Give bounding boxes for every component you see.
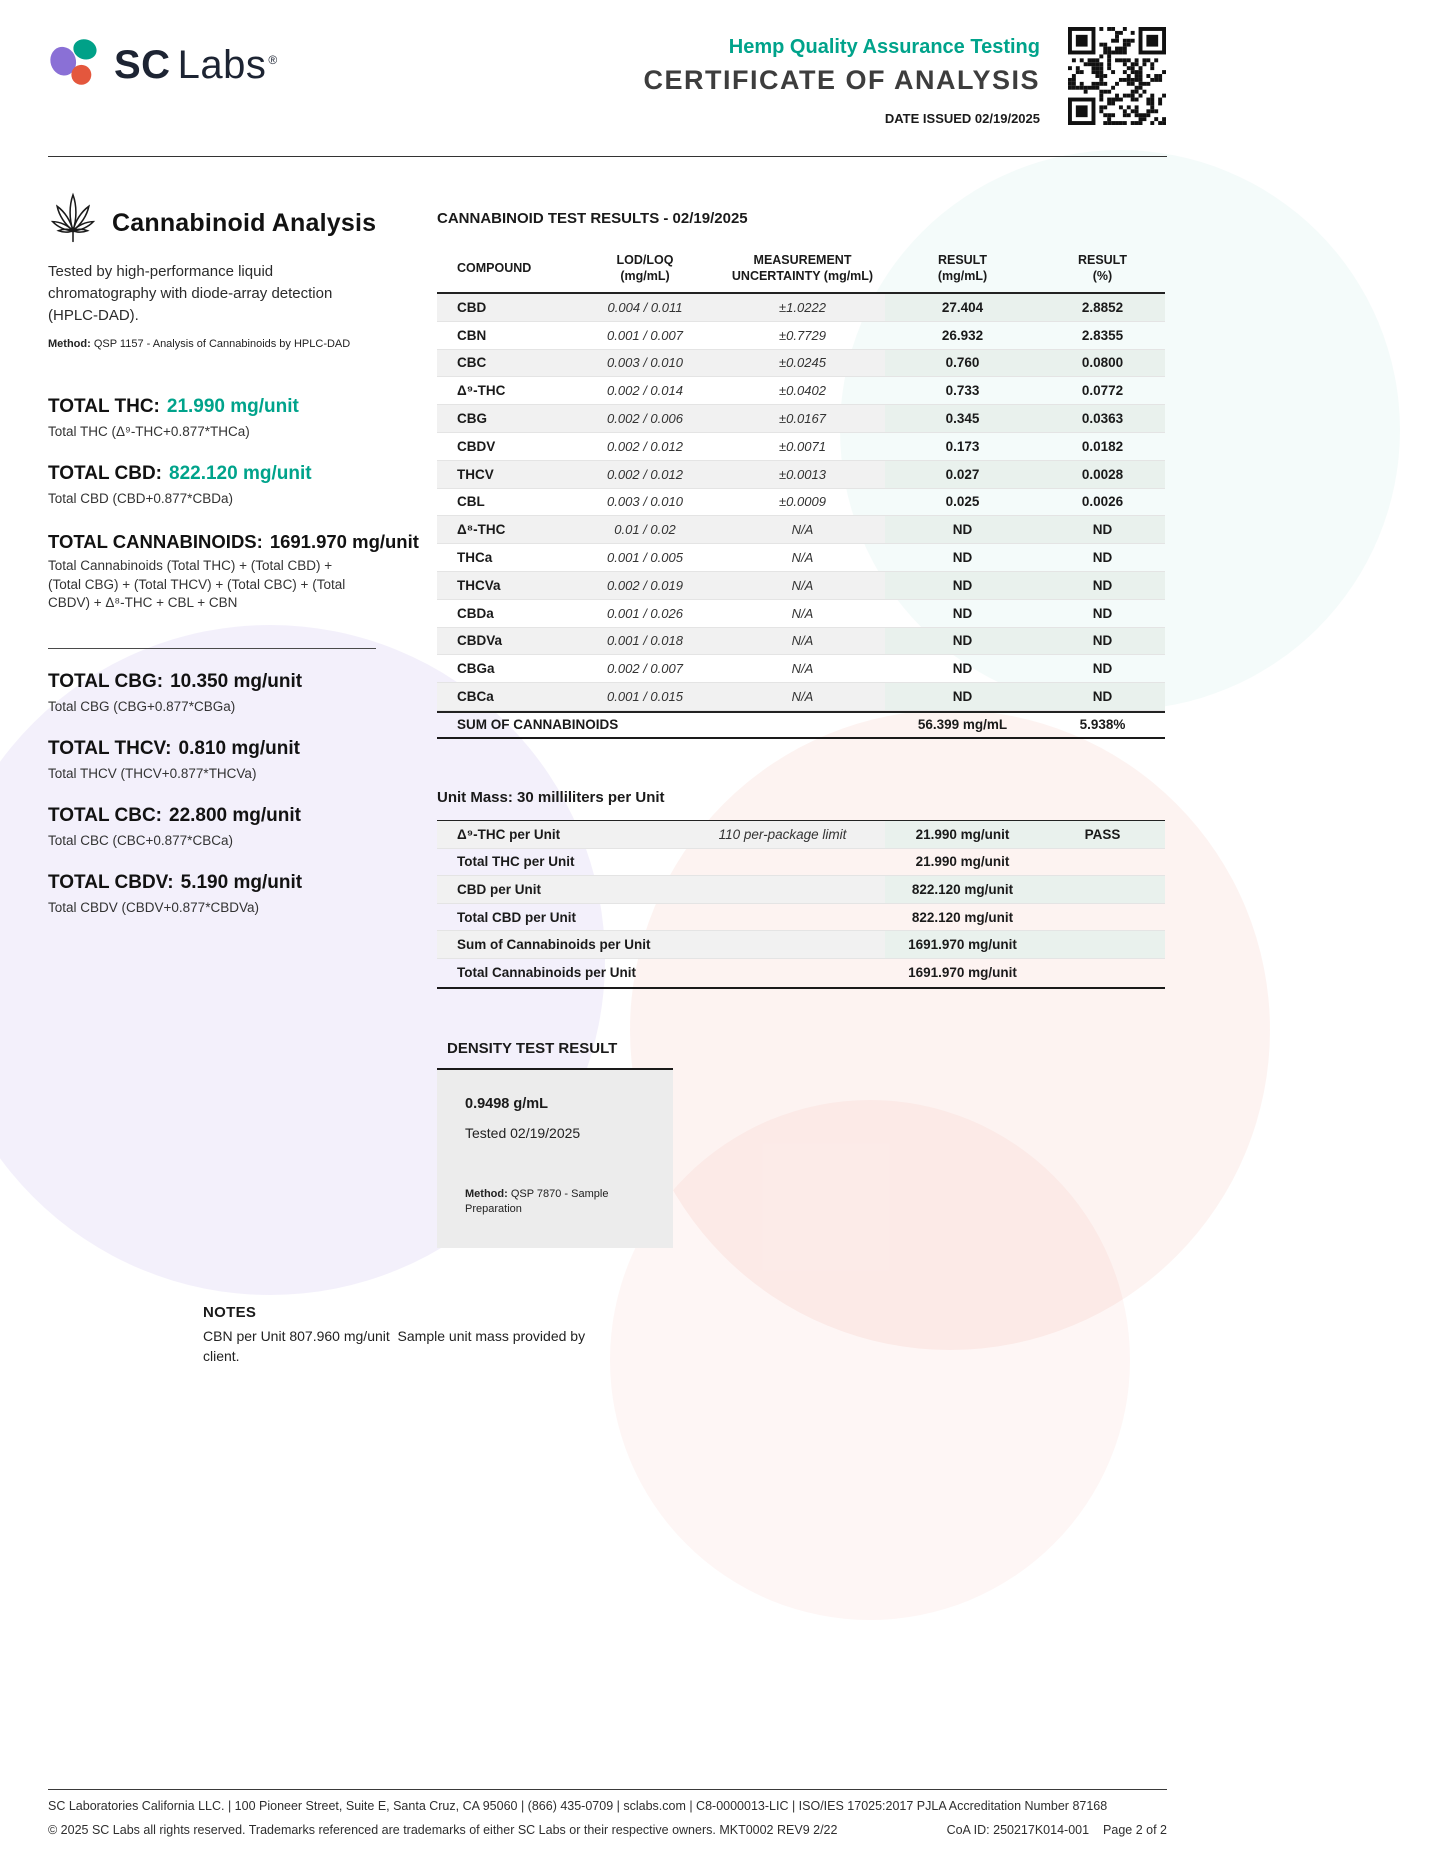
coa-id: CoA ID: 250217K014-001 xyxy=(946,1823,1090,1837)
total-cannabinoids xyxy=(48,531,419,553)
document-title: CERTIFICATE OF ANALYSIS xyxy=(643,65,1040,95)
unit-status xyxy=(1040,959,1165,987)
lodloq-cell: 0.001 / 0.018 xyxy=(570,628,720,655)
unit-status xyxy=(1040,931,1165,958)
pct-cell: 0.0026 xyxy=(1081,494,1124,510)
compound-cell: CBC xyxy=(437,350,570,377)
col-compound-line1: COMPOUND xyxy=(457,261,532,276)
result-cell: ND xyxy=(885,572,1040,599)
table-row-d8thc xyxy=(437,516,1165,544)
unit-status xyxy=(1040,876,1165,903)
pct-cell: ND xyxy=(1092,661,1113,677)
pct-cell: ND xyxy=(1040,516,1165,543)
col-lodloq-line1: LOD/LOQ xyxy=(616,253,674,268)
notes-title: NOTES xyxy=(203,1304,257,1321)
total-thcv-label: TOTAL THCV: xyxy=(48,738,172,759)
result-cell: ND xyxy=(885,683,1040,710)
pct-cell: ND xyxy=(1092,605,1113,621)
compound-cell: THCV xyxy=(437,461,570,488)
total-cbg xyxy=(48,671,302,693)
sum-of-cannabinoids-row xyxy=(437,711,1165,739)
total-cannabinoids-label: TOTAL CANNABINOIDS: xyxy=(48,531,263,552)
unit-mass-title: Unit Mass: 30 milliliters per Unit xyxy=(437,789,665,806)
pct-cell: ND xyxy=(1092,550,1113,566)
notes-body: CBN per Unit 807.960 mg/unit Sample unit mass provided by client. xyxy=(203,1328,589,1365)
table-row-thcva xyxy=(437,572,1165,600)
lodloq-cell: 0.001 / 0.015 xyxy=(570,683,720,710)
pct-cell: 2.8852 xyxy=(1040,294,1165,321)
density-method-text: QSP 7870 - Sample Preparation xyxy=(465,1188,609,1215)
uncertainty-cell: N/A xyxy=(720,683,885,710)
lodloq-cell: 0.002 / 0.014 xyxy=(607,383,683,399)
total-cbd-formula: Total CBD (CBD+0.877*CBDa) xyxy=(48,491,233,506)
unit-label: Sum of Cannabinoids per Unit xyxy=(437,931,680,958)
compound-cell: CBD xyxy=(437,294,570,321)
results-table-header-row xyxy=(437,246,1165,294)
total-cbd xyxy=(48,463,312,485)
result-cell: 0.345 xyxy=(885,405,1040,432)
unit-label: CBD per Unit xyxy=(437,876,680,903)
logo-text xyxy=(114,43,278,88)
col-compound xyxy=(437,246,570,292)
lodloq-cell: 0.01 / 0.02 xyxy=(570,516,720,543)
total-cbg-label: TOTAL CBG: xyxy=(48,671,164,692)
uncertainty-cell: ±0.0167 xyxy=(720,405,885,432)
total-cbc-value: 22.800 mg/unit xyxy=(169,805,301,826)
unit-row-total-thc xyxy=(437,849,1165,877)
table-row-cbdva xyxy=(437,628,1165,656)
total-cannabinoids-value: 1691.970 mg/unit xyxy=(269,531,419,552)
qr-code xyxy=(1068,27,1166,125)
col-result-line2: (mg/mL) xyxy=(937,269,988,283)
footer-lab-info: SC Laboratories California LLC. | 100 Pioneer Street, Suite E, Santa Cruz, CA 95060 | (866) 435-0709 | sclabs.com | C8-0000013-LIC | ISO/IES 17025:2017 PJLA Accreditation Number 87168 xyxy=(48,1799,1108,1813)
unit-limit xyxy=(680,876,885,903)
uncertainty-cell: ±0.0402 xyxy=(779,383,826,399)
col-uncertainty-line1: MEASUREMENT xyxy=(753,253,852,268)
total-cbg-value: 10.350 mg/unit xyxy=(170,671,303,692)
pct-cell: 0.0800 xyxy=(1040,350,1165,377)
compound-cell: THCVa xyxy=(437,572,570,599)
sclabs-logo xyxy=(46,34,278,97)
unit-row-total-cbd xyxy=(437,904,1165,932)
sum-result: 56.399 mg/mL xyxy=(917,717,1008,733)
lodloq-cell: 0.001 / 0.026 xyxy=(607,605,683,621)
totals-divider xyxy=(48,648,376,649)
lodloq-cell: 0.001 / 0.005 xyxy=(607,550,683,566)
lodloq-cell: 0.002 / 0.019 xyxy=(570,572,720,599)
unit-value: 21.990 mg/unit xyxy=(915,854,1010,870)
page-number: Page 2 of 2 xyxy=(1103,1823,1167,1837)
unit-value: 21.990 mg/unit xyxy=(885,821,1040,848)
unit-row-sum xyxy=(437,931,1165,959)
total-cbc-formula: Total CBC (CBC+0.877*CBCa) xyxy=(48,833,233,848)
table-row-cbn xyxy=(437,322,1165,350)
table-row-cbdv xyxy=(437,433,1165,461)
results-table-title: CANNABINOID TEST RESULTS - 02/19/2025 xyxy=(437,210,748,227)
result-cell: ND xyxy=(885,628,1040,655)
total-cbg-formula: Total CBG (CBG+0.877*CBGa) xyxy=(48,699,236,714)
density-test-title: DENSITY TEST RESULT xyxy=(447,1040,618,1057)
header-title-block xyxy=(643,36,1040,126)
result-cell: 0.760 xyxy=(885,350,1040,377)
uncertainty-cell: N/A xyxy=(791,550,814,566)
total-cbc xyxy=(48,805,301,827)
result-cell: ND xyxy=(952,605,973,621)
lodloq-cell: 0.003 / 0.010 xyxy=(607,494,683,510)
uncertainty-cell: ±0.7729 xyxy=(779,327,826,343)
lodloq-cell: 0.003 / 0.010 xyxy=(570,350,720,377)
table-row-cbca xyxy=(437,683,1165,711)
method-label: Method: xyxy=(48,338,91,350)
unit-status xyxy=(1040,849,1165,876)
result-cell: 0.025 xyxy=(945,494,980,510)
uncertainty-cell: ±1.0222 xyxy=(720,294,885,321)
uncertainty-cell: ±0.0071 xyxy=(779,438,826,454)
unit-row-d9thc xyxy=(437,821,1165,849)
total-cbdv-formula: Total CBDV (CBDV+0.877*CBDVa) xyxy=(48,900,259,915)
unit-value: 822.120 mg/unit xyxy=(911,909,1014,925)
date-issued: DATE ISSUED 02/19/2025 xyxy=(884,111,1040,126)
logo-mark-icon xyxy=(46,34,104,97)
density-tested-date: Tested 02/19/2025 xyxy=(465,1125,581,1141)
uncertainty-cell: N/A xyxy=(720,628,885,655)
compound-cell: CBN xyxy=(457,327,487,343)
result-cell: 27.404 xyxy=(885,294,1040,321)
unit-status: PASS xyxy=(1040,821,1165,848)
uncertainty-cell: N/A xyxy=(720,516,885,543)
compound-cell: CBDVa xyxy=(437,628,570,655)
unit-label: Total Cannabinoids per Unit xyxy=(457,965,637,981)
compound-cell: CBGa xyxy=(457,661,495,677)
table-row-cbd xyxy=(437,294,1165,322)
pct-cell: ND xyxy=(1040,683,1165,710)
total-cbdv-label: TOTAL CBDV: xyxy=(48,872,174,893)
sum-label: SUM OF CANNABINOIDS xyxy=(457,717,619,733)
total-cbd-label: TOTAL CBD: xyxy=(48,463,162,484)
total-thcv xyxy=(48,738,300,760)
logo-labs: Labs xyxy=(177,43,267,87)
result-cell: 0.027 xyxy=(885,461,1040,488)
table-row-cbga xyxy=(437,655,1165,683)
result-cell: ND xyxy=(952,661,973,677)
col-lodloq-line2: (mg/mL) xyxy=(620,269,670,283)
pct-cell: 0.0363 xyxy=(1040,405,1165,432)
result-cell: 0.733 xyxy=(945,383,980,399)
table-row-cbl xyxy=(437,489,1165,517)
unit-row-cbd xyxy=(437,876,1165,904)
pct-cell: ND xyxy=(1040,572,1165,599)
density-method xyxy=(465,1187,647,1217)
density-value: 0.9498 g/mL xyxy=(465,1096,549,1112)
col-uncertainty xyxy=(720,246,885,292)
method-text: QSP 1157 - Analysis of Cannabinoids by HPLC-DAD xyxy=(90,338,351,350)
pct-cell: 0.0028 xyxy=(1040,461,1165,488)
uncertainty-cell: ±0.0013 xyxy=(720,461,885,488)
total-thcv-formula: Total THCV (THCV+0.877*THCVa) xyxy=(48,766,257,781)
total-cbdv-value: 5.190 mg/unit xyxy=(180,872,303,893)
unit-value: 1691.970 mg/unit xyxy=(885,931,1040,958)
analysis-description: Tested by high-performance liquid chromatography with diode-array detection (HPLC-DAD). xyxy=(48,263,333,324)
table-row-cbda xyxy=(437,600,1165,628)
unit-label: Total THC per Unit xyxy=(457,854,575,870)
program-title: Hemp Quality Assurance Testing xyxy=(728,36,1040,58)
footer-copyright: © 2025 SC Labs all rights reserved. Trademarks referenced are trademarks of either SC Labs or their respective owners. MKT0002 REV9 2/22 xyxy=(48,1823,838,1837)
density-test-box xyxy=(437,1068,673,1248)
pct-cell: 0.0182 xyxy=(1081,438,1124,454)
compound-cell: CBDV xyxy=(457,438,496,454)
compound-cell: CBDa xyxy=(457,605,494,621)
unit-mass-table xyxy=(437,820,1165,989)
total-thcv-value: 0.810 mg/unit xyxy=(178,738,300,759)
unit-limit: 110 per-package limit xyxy=(680,821,885,848)
unit-status xyxy=(1040,904,1165,931)
cannabinoid-analysis-header xyxy=(42,190,376,257)
lodloq-cell: 0.001 / 0.007 xyxy=(607,327,683,343)
logo-registered-mark: ® xyxy=(268,52,278,67)
col-pct-line1: RESULT xyxy=(1077,253,1128,268)
analysis-method xyxy=(48,338,393,350)
hemp-leaf-icon xyxy=(42,190,104,257)
table-row-thcv xyxy=(437,461,1165,489)
table-row-cbc xyxy=(437,350,1165,378)
uncertainty-cell: N/A xyxy=(720,572,885,599)
compound-cell: CBL xyxy=(457,494,485,510)
lodloq-cell: 0.002 / 0.012 xyxy=(607,438,683,454)
table-row-thca xyxy=(437,544,1165,572)
result-cell: 0.173 xyxy=(945,438,980,454)
unit-limit xyxy=(680,931,885,958)
total-cbdv xyxy=(48,872,302,894)
total-thc-value: 21.990 mg/unit xyxy=(166,396,299,417)
unit-limit xyxy=(680,904,885,931)
sum-spacer xyxy=(720,713,885,737)
unit-limit xyxy=(680,849,885,876)
unit-label: Total CBD per Unit xyxy=(457,909,576,925)
col-result-pct xyxy=(1040,246,1165,292)
lodloq-cell: 0.002 / 0.007 xyxy=(607,661,683,677)
uncertainty-cell: ±0.0245 xyxy=(720,350,885,377)
section-title: Cannabinoid Analysis xyxy=(112,209,377,237)
result-cell: ND xyxy=(885,516,1040,543)
total-cannabinoids-formula: Total Cannabinoids (Total THC) + (Total CBD) + (Total CBG) + (Total THCV) + (Total CBC) + (Total CBDV) + Δ⁸-THC + CBL + CBN xyxy=(48,558,346,611)
lodloq-cell: 0.004 / 0.011 xyxy=(570,294,720,321)
lodloq-cell: 0.002 / 0.012 xyxy=(570,461,720,488)
sum-pct: 5.938% xyxy=(1079,717,1126,733)
table-row-d9thc xyxy=(437,377,1165,405)
uncertainty-cell: N/A xyxy=(791,661,814,677)
compound-cell: CBCa xyxy=(437,683,570,710)
compound-cell: THCa xyxy=(457,550,493,566)
bg-circle-pink-low xyxy=(610,1100,1130,1620)
pct-cell: 0.0772 xyxy=(1081,383,1124,399)
uncertainty-cell: N/A xyxy=(791,605,814,621)
total-thc-formula: Total THC (Δ⁹-THC+0.877*THCa) xyxy=(48,424,250,439)
col-lodloq xyxy=(570,246,720,292)
lodloq-cell: 0.002 / 0.006 xyxy=(570,405,720,432)
header-divider xyxy=(48,156,1167,157)
unit-row-total-cannabinoids xyxy=(437,959,1165,987)
col-uncertainty-line2: UNCERTAINTY (mg/mL) xyxy=(731,269,874,283)
table-row-cbg xyxy=(437,405,1165,433)
unit-value: 822.120 mg/unit xyxy=(885,876,1040,903)
compound-cell: CBG xyxy=(437,405,570,432)
total-cbc-label: TOTAL CBC: xyxy=(48,805,162,826)
pct-cell: ND xyxy=(1040,628,1165,655)
col-result-mgml xyxy=(885,246,1040,292)
total-thc xyxy=(48,396,299,418)
uncertainty-cell: ±0.0009 xyxy=(779,494,826,510)
unit-label: Δ⁹-THC per Unit xyxy=(437,821,680,848)
compound-cell: Δ⁹-THC xyxy=(457,383,506,399)
footer-coa-block xyxy=(933,1823,1167,1837)
result-cell: ND xyxy=(952,550,973,566)
total-cbd-value: 822.120 mg/unit xyxy=(169,463,312,484)
results-table xyxy=(437,246,1165,739)
footer-divider xyxy=(48,1789,1167,1790)
result-cell: 26.932 xyxy=(941,327,984,343)
unit-limit xyxy=(680,959,885,987)
logo-sc: SC xyxy=(114,43,171,87)
pct-cell: 2.8355 xyxy=(1081,327,1124,343)
col-pct-line2: (%) xyxy=(1092,269,1113,283)
footer-legal xyxy=(48,1823,1167,1837)
total-thc-label: TOTAL THC: xyxy=(48,396,160,417)
compound-cell: Δ⁸-THC xyxy=(437,516,570,543)
density-method-label: Method: xyxy=(465,1188,508,1200)
unit-value: 1691.970 mg/unit xyxy=(908,965,1017,981)
col-result-line1: RESULT xyxy=(937,253,988,268)
